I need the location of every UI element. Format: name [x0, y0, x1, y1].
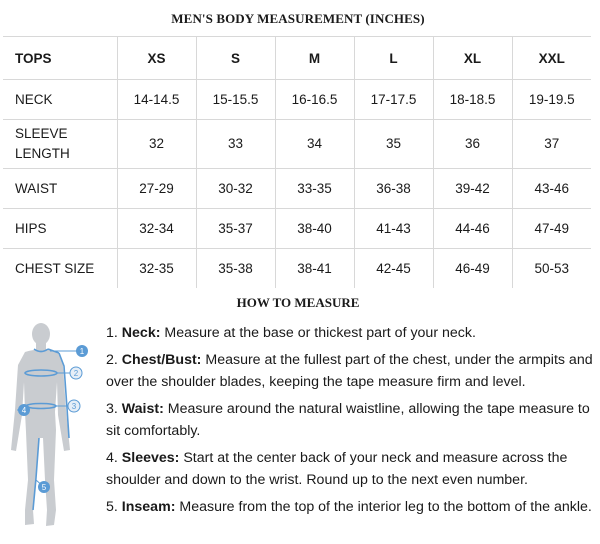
step-text: Measure from the top of the interior leg to the bottom of the ankle.	[179, 499, 592, 515]
header-cell-m: M	[275, 37, 354, 80]
table-cell: 44-46	[433, 209, 512, 249]
table-cell: 36-38	[354, 169, 433, 209]
table-cell: 38-40	[275, 209, 354, 249]
row-label-neck: NECK	[3, 80, 117, 120]
table-cell: 38-41	[275, 249, 354, 289]
table-cell: 19-19.5	[512, 80, 591, 120]
list-item	[106, 496, 596, 518]
marker-label: 4	[21, 406, 27, 415]
step-number: 5.	[106, 499, 118, 515]
marker-label: 3	[71, 402, 77, 411]
table-row	[3, 80, 591, 120]
step-text: Measure at the fullest part of the chest, under the armpits and over the shoulder blades, keeping the tape measure firm and level.	[106, 352, 593, 390]
row-label-hips: HIPS	[3, 209, 117, 249]
size-chart-table	[3, 36, 591, 288]
body-figure-illustration	[8, 320, 100, 540]
step-text: Start at the center back of your neck and measure across the shoulder and down to the wrist. Round up to the next even number.	[106, 450, 568, 488]
step-term: Waist:	[121, 401, 164, 417]
list-item	[106, 398, 596, 442]
table-cell: 30-32	[196, 169, 275, 209]
step-term: Sleeves:	[121, 450, 180, 466]
table-cell: 32	[117, 120, 196, 169]
table-cell: 46-49	[433, 249, 512, 289]
table-cell: 42-45	[354, 249, 433, 289]
header-cell-l: L	[354, 37, 433, 80]
table-cell: 34	[275, 120, 354, 169]
list-item	[106, 322, 596, 344]
row-label-sleeve-length	[3, 120, 117, 169]
table-cell: 37	[512, 120, 591, 169]
page-title: MEN'S BODY MEASUREMENT (INCHES)	[171, 11, 425, 26]
table-cell: 32-35	[117, 249, 196, 289]
table-row	[3, 169, 591, 209]
table-cell: 33-35	[275, 169, 354, 209]
header-cell-s: S	[196, 37, 275, 80]
list-item	[106, 447, 596, 491]
table-row	[3, 249, 591, 289]
header-cell-xl: XL	[433, 37, 512, 80]
table-cell: 14-14.5	[117, 80, 196, 120]
marker-label: 2	[73, 369, 79, 378]
row-label-line: LENGTH	[15, 146, 70, 161]
table-cell: 16-16.5	[275, 80, 354, 120]
measurement-instructions-list	[106, 322, 596, 523]
table-cell: 47-49	[512, 209, 591, 249]
marker-label: 5	[41, 483, 47, 492]
step-text: Measure around the natural waistline, allowing the tape measure to sit comfortably.	[106, 401, 590, 439]
header-cell-xs: XS	[117, 37, 196, 80]
step-number: 4.	[106, 450, 118, 466]
step-term: Inseam:	[121, 499, 176, 515]
header-cell-xxl: XXL	[512, 37, 591, 80]
table-header-row	[3, 37, 591, 80]
table-cell: 33	[196, 120, 275, 169]
how-to-measure-title: HOW TO MEASURE	[236, 295, 360, 310]
table-cell: 35-38	[196, 249, 275, 289]
table-cell: 17-17.5	[354, 80, 433, 120]
row-label-waist: WAIST	[3, 169, 117, 209]
body-silhouette	[11, 323, 70, 526]
table-cell: 43-46	[512, 169, 591, 209]
step-term: Chest/Bust:	[121, 352, 202, 368]
table-cell: 27-29	[117, 169, 196, 209]
table-cell: 41-43	[354, 209, 433, 249]
step-term: Neck:	[121, 325, 161, 341]
step-number: 3.	[106, 401, 118, 417]
table-cell: 36	[433, 120, 512, 169]
table-cell: 15-15.5	[196, 80, 275, 120]
table-cell: 32-34	[117, 209, 196, 249]
table-row	[3, 209, 591, 249]
table-cell: 35-37	[196, 209, 275, 249]
table-cell: 18-18.5	[433, 80, 512, 120]
list-item	[106, 349, 596, 393]
step-text: Measure at the base or thickest part of your neck.	[164, 325, 476, 341]
header-cell-tops: TOPS	[3, 37, 117, 80]
row-label-line: SLEEVE	[15, 126, 68, 141]
row-label-chest-size: CHEST SIZE	[3, 249, 117, 289]
step-number: 2.	[106, 352, 118, 368]
step-number: 1.	[106, 325, 118, 341]
table-cell: 39-42	[433, 169, 512, 209]
marker-label: 1	[79, 347, 85, 356]
table-cell: 35	[354, 120, 433, 169]
table-row	[3, 120, 591, 169]
table-cell: 50-53	[512, 249, 591, 289]
